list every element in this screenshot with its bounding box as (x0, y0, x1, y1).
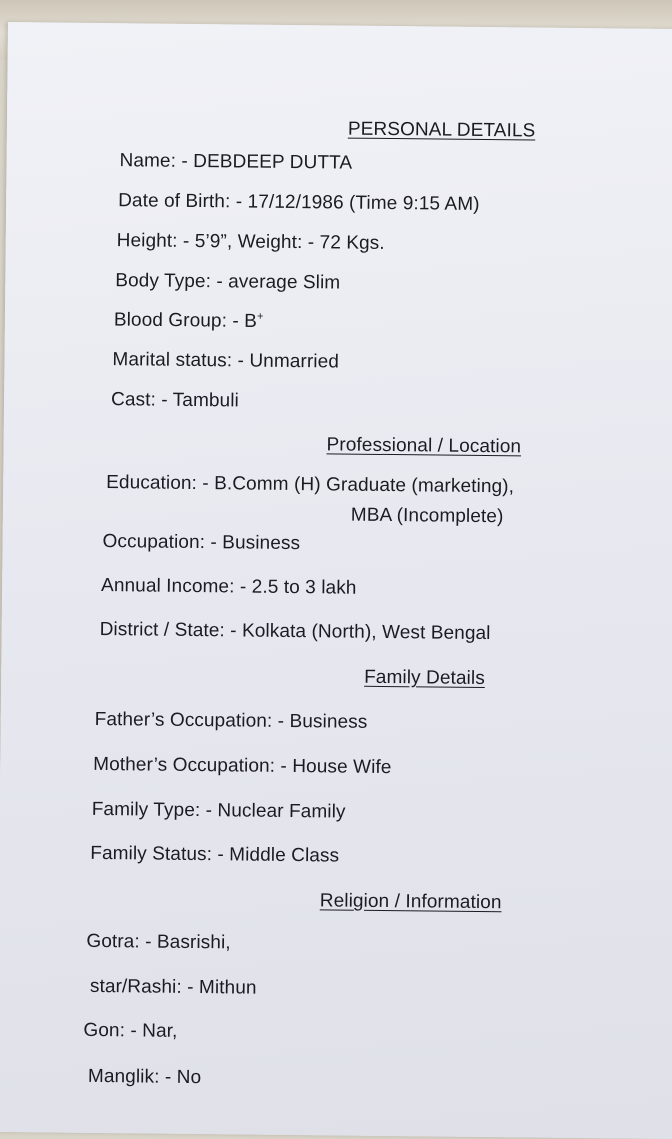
field-occupation: Occupation: - Business (102, 531, 301, 555)
field-district-state: District / State: - Kolkata (North), West Bengal (99, 618, 491, 645)
field-family-status: Family Status: - Middle Class (90, 842, 340, 867)
field-gon: Gon: - Nar, (83, 1019, 178, 1042)
section-heading-family: Family Details (364, 666, 485, 690)
section-heading-religion: Religion / Information (319, 890, 502, 914)
field-height-weight: Height: - 5’9”, Weight: - 72 Kgs. (116, 230, 385, 254)
field-manglik: Manglik: - No (87, 1065, 202, 1089)
field-name: Name: - DEBDEEP DUTTA (119, 150, 353, 174)
blood-group-text: Blood Group: - B (113, 309, 258, 332)
section-heading-professional: Professional / Location (326, 434, 522, 458)
section-heading-personal: PERSONAL DETAILS (347, 118, 536, 142)
field-father-occupation: Father’s Occupation: - Business (94, 708, 368, 733)
field-date-of-birth: Date of Birth: - 17/12/1986 (Time 9:15 AM) (118, 190, 480, 215)
field-cast: Cast: - Tambuli (110, 389, 240, 412)
blood-group-sign: + (256, 310, 264, 323)
document-page (0, 22, 672, 1139)
field-body-type: Body Type: - average Slim (115, 270, 341, 294)
field-education: Education: - B.Comm (H) Graduate (marketing), (106, 472, 515, 498)
field-star-rashi: star/Rashi: - Mithun (89, 975, 257, 999)
field-blood-group (114, 309, 264, 333)
field-education-continued: MBA (Incomplete) (350, 504, 504, 528)
field-gotra: Gotra: - Basrishi, (86, 930, 231, 954)
field-annual-income: Annual Income: - 2.5 to 3 lakh (100, 575, 357, 599)
field-marital-status: Marital status: - Unmarried (112, 349, 340, 373)
field-family-type: Family Type: - Nuclear Family (91, 798, 346, 823)
field-mother-occupation: Mother’s Occupation: - House Wife (93, 753, 392, 779)
